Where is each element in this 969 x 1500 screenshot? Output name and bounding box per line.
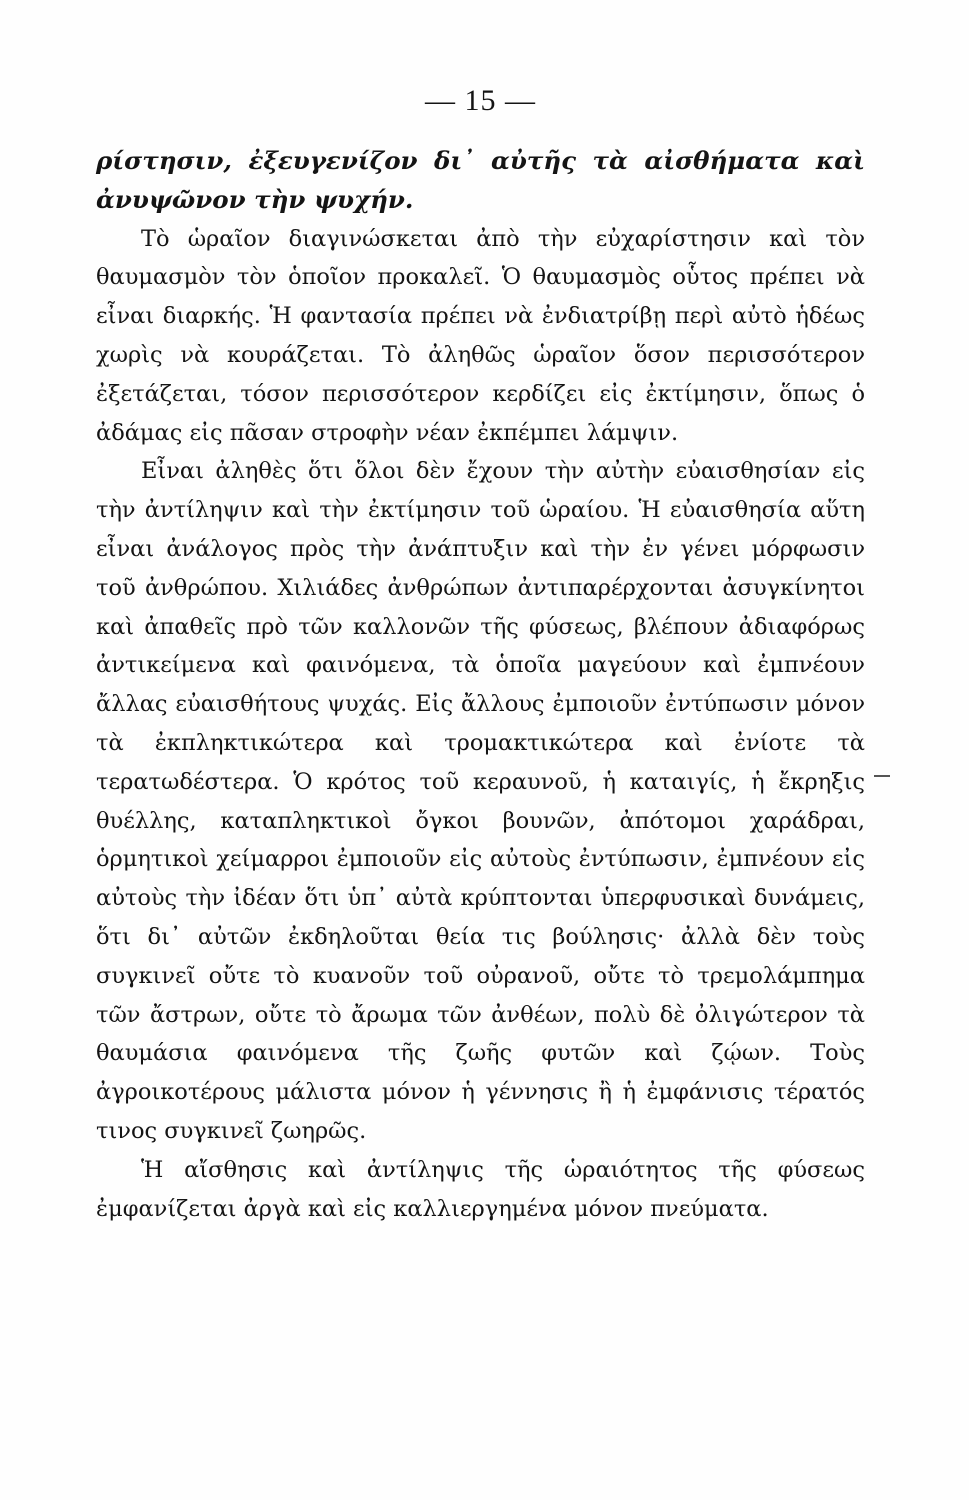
paragraph-beauty-admiration: Τὸ ὡραῖον διαγινώσκεται ἀπὸ τὴν εὐχαρίστησιν καὶ τὸν θαυμασμὸν τὸν ὁποῖον προκαλεῖ. Ὁ θαυμασμὸς οὗτος πρέπει νὰ εἶναι διαρκής. Ἡ φαντασία πρέπει νὰ ἐνδιατρίβῃ περὶ αὐτὸ ἡδέως χωρὶς νὰ κουράζεται. Τὸ ἀληθῶς ὡραῖον ὅσον περισσότερον ἐξετάζεται, τόσον περισσότερον κερδίζει εἰς ἐκτίμησιν, ὅπως ὁ ἀδάμας εἰς πᾶσαν στροφὴν νέαν ἐκπέμπει λάμψιν. [96,225,865,446]
paragraph-continuation: ρίστησιν, ἐξευγενίζον δι᾽ αὐτῆς τὰ αἰσθήματα καὶ ἀνυψῶνον τὴν ψυχήν. [96,146,865,214]
page-number: — 15 — [425,84,536,117]
margin-mark [874,775,890,777]
paragraph-perception-nature: Ἡ αἴσθησις καὶ ἀντίληψις τῆς ὡραιότητος τῆς φύσεως ἐμφανίζεται ἀργὰ καὶ εἰς καλλιεργημένα μόνον πνεύματα. [96,1156,865,1222]
paragraph-sensitivity: Εἶναι ἀληθὲς ὅτι ὅλοι δὲν ἔχουν τὴν αὐτὴν εὐαισθησίαν εἰς τὴν ἀντίληψιν καὶ τὴν ἐκτίμησιν τοῦ ὡραίου. Ἡ εὐαισθησία αὕτη εἶναι ἀνάλογος πρὸς τὴν ἀνάπτυξιν καὶ τὴν ἐν γένει μόρφωσιν τοῦ ἀνθρώπου. Χιλιάδες ἀνθρώπων ἀντιπαρέρχονται ἀσυγκίνητοι καὶ ἀπαθεῖς πρὸ τῶν καλλονῶν τῆς φύσεως, βλέπουν ἀδιαφόρως ἀντικείμενα καὶ φαινόμενα, τὰ ὁποῖα μαγεύουν καὶ ἐμπνέουν ἄλλας εὐαισθήτους ψυχάς. Εἰς ἄλλους ἐμποιοῦν ἐντύπωσιν μόνον τὰ ἐκπληκτικώτερα καὶ τρομακτικώτερα καὶ ἐνίοτε τὰ τερατωδέστερα. Ὁ κρότος τοῦ κεραυνοῦ, ἡ καταιγίς, ἡ ἔκρηξις θυέλλης, καταπληκτικοὶ ὄγκοι βουνῶν, ἀπότομοι χαράδραι, ὁρμητικοὶ χείμαρροι ἐμποιοῦν εἰς αὐτοὺς ἐντύπωσιν, ἐμπνέουν εἰς αὐτοὺς τὴν ἰδέαν ὅτι ὑπ᾽ αὐτὰ κρύπτονται ὑπερφυσικαὶ δυνάμεις, ὅτι δι᾽ αὐτῶν ἐκδηλοῦται θεία τις βούλησις· ἀλλὰ δὲν τοὺς συγκινεῖ οὔτε τὸ κυανοῦν τοῦ οὐρανοῦ, οὔτε τὸ τρεμολάμπημα τῶν ἄστρων, οὔτε τὸ ἄρωμα τῶν ἀνθέων, πολὺ δὲ ὀλιγώτερον τὰ θαυμάσια φαινόμενα τῆς ζωῆς φυτῶν καὶ ζῴων. Τοὺς ἀγροικοτέρους μάλιστα μόνον ἡ γέννησις ἢ ἡ ἐμφάνισις τέρατός τινος συγκινεῖ ζωηρῶς. [96,458,865,1144]
body-text [96,142,865,1228]
